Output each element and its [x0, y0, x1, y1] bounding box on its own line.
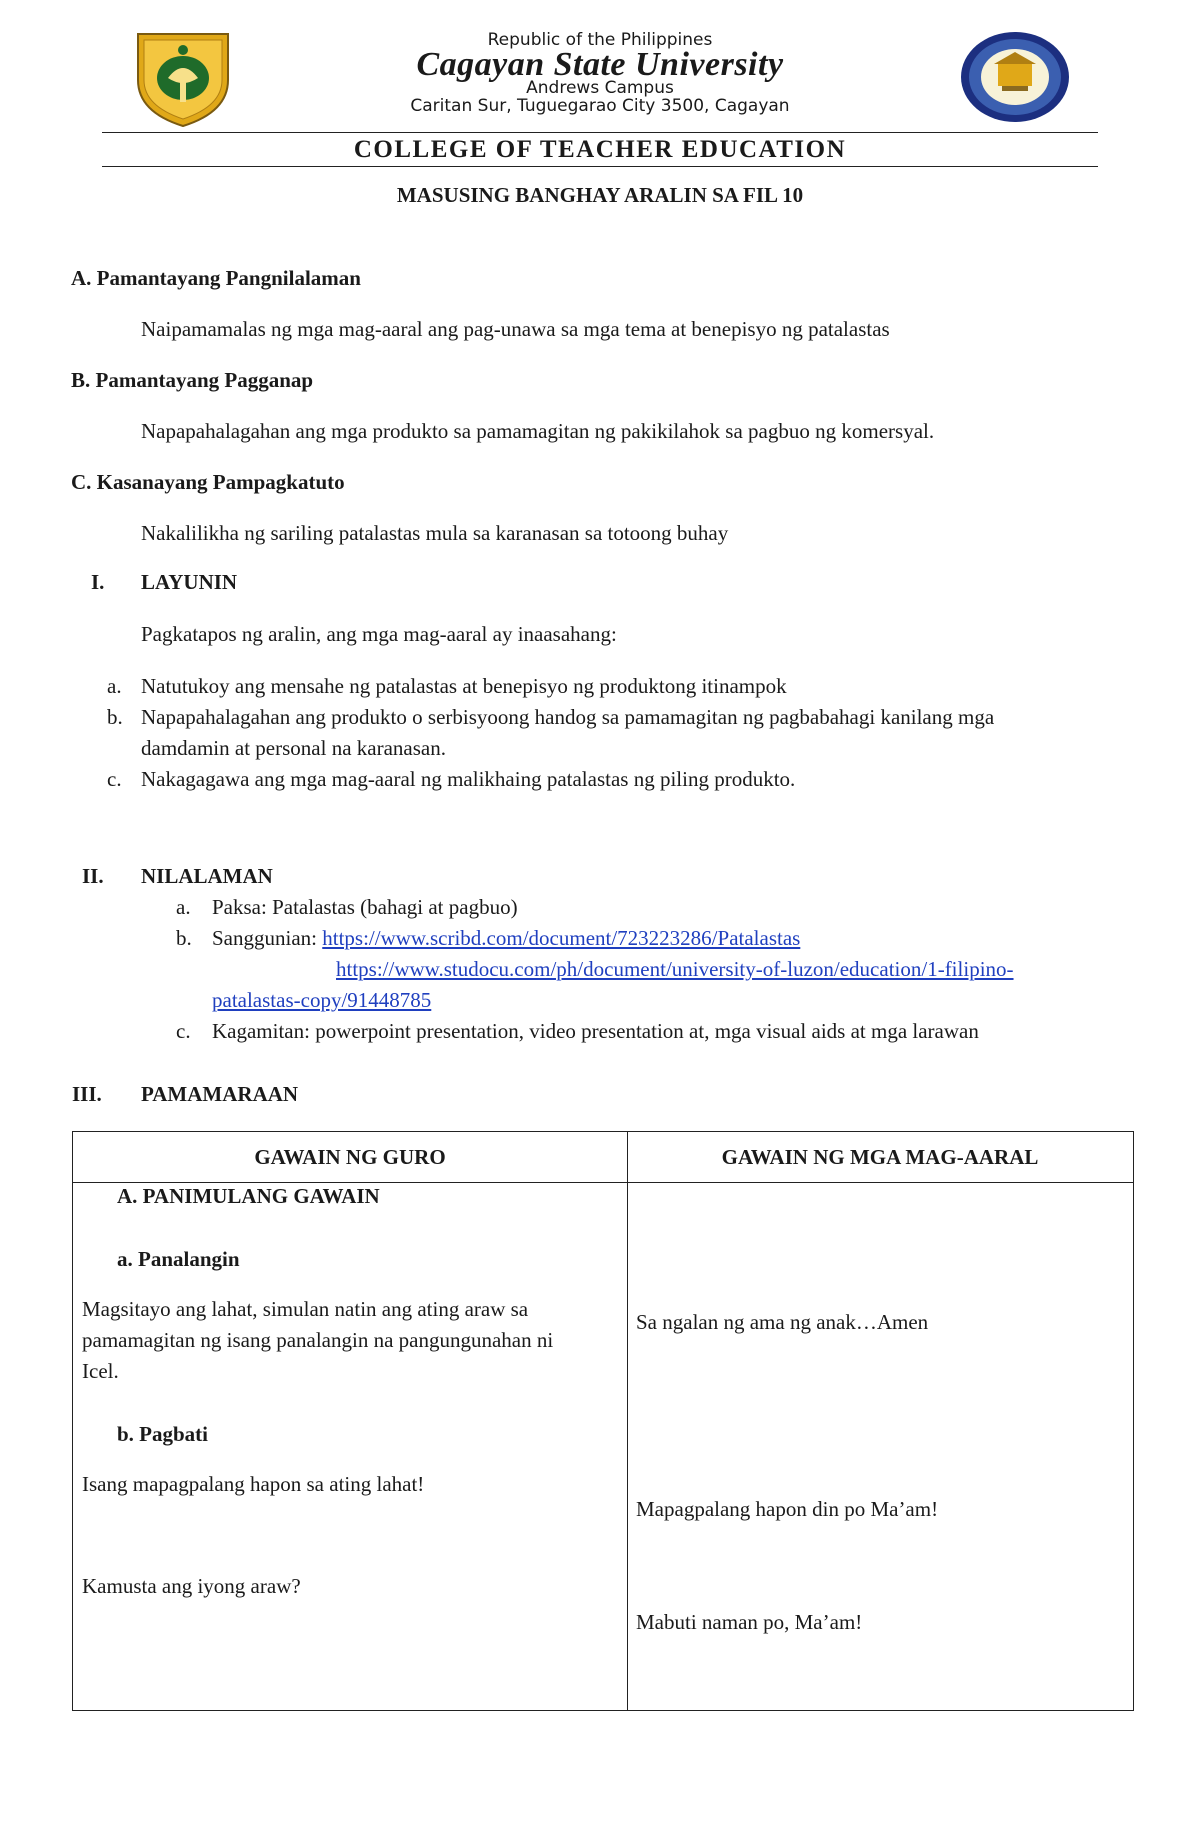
- teacher-greeting: Isang mapagpalang hapon sa ating lahat!: [82, 1472, 425, 1496]
- student-greeting-response: Mapagpalang hapon din po Ma’am!: [636, 1497, 939, 1521]
- panalangin-heading: a. Panalangin: [117, 1247, 240, 1271]
- layunin-heading: LAYUNIN: [141, 570, 238, 594]
- lesson-procedure-table: [72, 1131, 1134, 1711]
- sanggunian-link-studocu[interactable]: https://www.studocu.com/ph/document/university-of-luzon/education/1-filipino-: [336, 957, 1014, 981]
- sanggunian-link-studocu-cont[interactable]: patalastas-copy/91448785: [212, 988, 432, 1012]
- header-teacher-activity: GAWAIN NG GURO: [254, 1145, 446, 1169]
- section-a-body: Naipamamalas ng mga mag-aaral ang pag-unawa sa mga tema at benepisyo ng patalastas: [141, 317, 890, 341]
- header-student-activity: GAWAIN NG MGA MAG-AARAL: [721, 1145, 1039, 1169]
- layunin-marker-b: b.: [107, 705, 123, 729]
- college-seal-logo: [958, 30, 1073, 125]
- layunin-marker-c: c.: [107, 767, 122, 791]
- layunin-item-c: Nakagagawa ang mga mag-aaral ng malikhaing patalastas ng piling produkto.: [141, 767, 796, 791]
- pamamaraan-number: III.: [72, 1082, 102, 1106]
- layunin-item-b-line2: damdamin at personal na karanasan.: [141, 736, 446, 760]
- sanggunian-marker: b.: [176, 926, 192, 950]
- nilalaman-heading: NILALAMAN: [141, 864, 273, 888]
- section-b-body: Napapahalagahan ang mga produkto sa pamamagitan ng pakikilahok sa pagbuo ng komersyal.: [141, 419, 935, 443]
- layunin-number: I.: [91, 570, 105, 594]
- section-c-heading: C. Kasanayang Pampagkatuto: [71, 470, 345, 494]
- republic-line: Republic of the Philippines: [487, 30, 713, 50]
- paksa-marker: a.: [176, 895, 191, 919]
- section-a-heading: A. Pamantayang Pangnilalaman: [71, 266, 361, 290]
- campus-name: Andrews Campus: [526, 78, 674, 98]
- student-prayer-response: Sa ngalan ng ama ng anak…Amen: [636, 1310, 929, 1334]
- kagamitan-text: Kagamitan: powerpoint presentation, video presentation at, mga visual aids at mga larawan: [212, 1019, 979, 1043]
- teacher-prayer-line3: Icel.: [82, 1359, 119, 1383]
- header-rule-bottom: [102, 166, 1098, 167]
- kagamitan-marker: c.: [176, 1019, 191, 1043]
- header-rule-top: [102, 132, 1098, 133]
- student-answer: Mabuti naman po, Ma’am!: [636, 1610, 863, 1634]
- layunin-item-b-line1: Napapahalagahan ang produkto o serbisyoong handog sa pamamagitan ng pagbabahagi kanilang mga: [141, 705, 995, 729]
- sanggunian-label: Sanggunian:: [212, 926, 323, 950]
- table-column-divider: [627, 1132, 628, 1710]
- teacher-prayer-line1: Magsitayo ang lahat, simulan natin ang ating araw sa: [82, 1297, 529, 1321]
- college-name: COLLEGE OF TEACHER EDUCATION: [353, 136, 847, 163]
- section-c-body: Nakalilikha ng sariling patalastas mula sa karanasan sa totoong buhay: [141, 521, 729, 545]
- sanggunian-link-scribd[interactable]: https://www.scribd.com/document/723223286/Patalastas: [322, 926, 801, 950]
- part-a-heading: A. PANIMULANG GAWAIN: [117, 1184, 380, 1208]
- document-title: MASUSING BANGHAY ARALIN SA FIL 10: [396, 183, 804, 207]
- paksa-text: Paksa: Patalastas (bahagi at pagbuo): [212, 895, 518, 919]
- pagbati-heading: b. Pagbati: [117, 1422, 209, 1446]
- layunin-intro: Pagkatapos ng aralin, ang mga mag-aaral ay inaasahang:: [141, 622, 617, 646]
- section-b-heading: B. Pamantayang Pagganap: [71, 368, 314, 392]
- campus-address: Caritan Sur, Tuguegarao City 3500, Cagayan: [410, 96, 790, 116]
- layunin-marker-a: a.: [107, 674, 122, 698]
- pamamaraan-heading: PAMAMARAAN: [141, 1082, 299, 1106]
- nilalaman-number: II.: [82, 864, 104, 888]
- layunin-item-a: Natutukoy ang mensahe ng patalastas at benepisyo ng produktong itinampok: [141, 674, 787, 698]
- teacher-prayer-line2: pamamagitan ng isang panalangin na pangungunahan ni: [82, 1328, 554, 1352]
- university-name: Cagayan State University: [416, 46, 784, 83]
- teacher-question: Kamusta ang iyong araw?: [82, 1574, 301, 1598]
